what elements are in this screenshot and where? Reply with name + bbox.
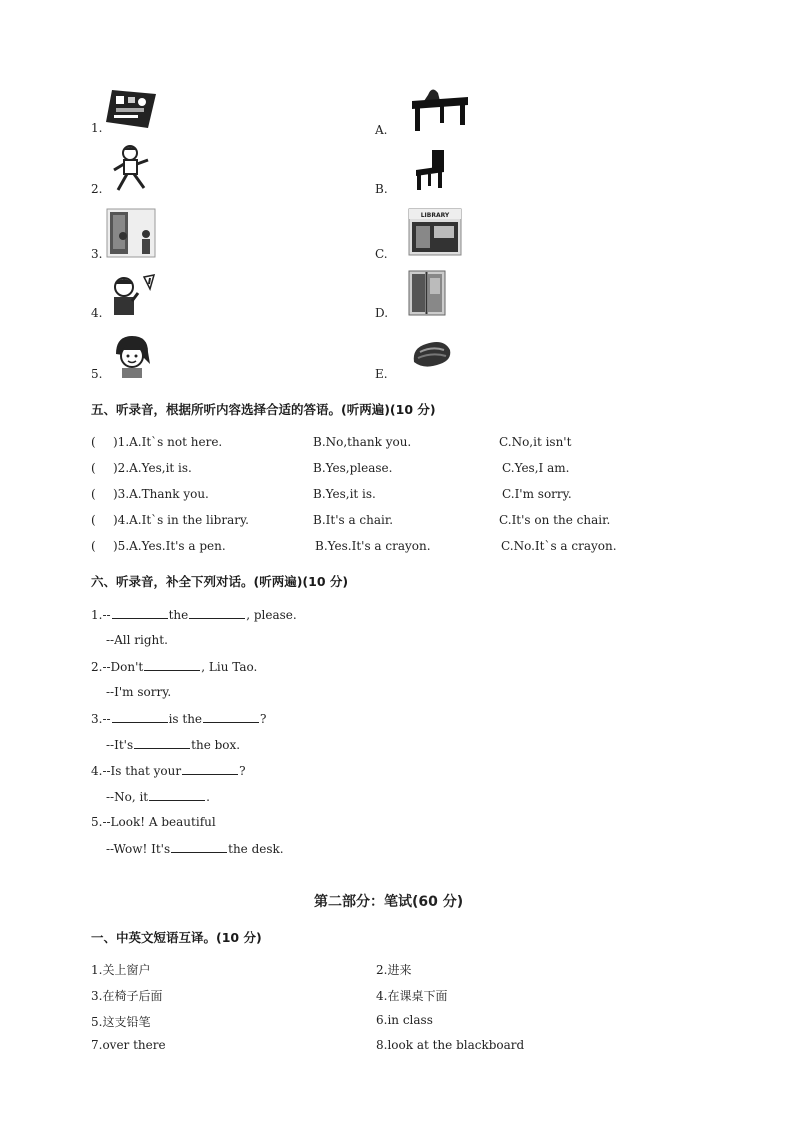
running-boy-icon bbox=[110, 144, 152, 194]
option-b: B.Yes,please. bbox=[313, 461, 393, 475]
item-number-3: 3. bbox=[91, 247, 103, 261]
option-b: B.It's a chair. bbox=[313, 513, 394, 527]
phrase-7: 7.over there bbox=[91, 1038, 166, 1052]
item-number-4: 4. bbox=[91, 306, 103, 320]
book-picture-icon bbox=[104, 88, 158, 130]
dialogue-5-answer: --Wow! It's the desk. bbox=[106, 842, 284, 856]
part-2-title: 第二部分：笔试(60 分) bbox=[314, 894, 464, 910]
option-letter-a: A. bbox=[375, 123, 388, 137]
question-row-4: ( )4.A.It`s in the library. bbox=[91, 513, 249, 527]
item-number-5: 5. bbox=[91, 367, 103, 381]
library-sign-text: LIBRARY bbox=[420, 212, 450, 219]
fill-blank[interactable] bbox=[182, 763, 238, 775]
option-letter-d: D. bbox=[375, 306, 389, 320]
option-a: A.Yes.It's a pen. bbox=[129, 539, 226, 553]
dialogue-4-question: 4.--Is that your ? bbox=[91, 764, 246, 778]
option-c: C.No.It`s a crayon. bbox=[501, 539, 617, 553]
fill-blank[interactable] bbox=[171, 841, 227, 853]
option-letter-e: E. bbox=[375, 367, 388, 381]
question-row-2: ( )2.A.Yes,it is. bbox=[91, 461, 192, 475]
option-a: A.It`s not here. bbox=[129, 435, 223, 449]
option-b: B.Yes.It's a crayon. bbox=[315, 539, 431, 553]
chair-icon bbox=[414, 148, 448, 190]
fill-blank[interactable] bbox=[112, 607, 168, 619]
option-b: B.Yes,it is. bbox=[313, 487, 376, 501]
option-a: A.It`s in the library. bbox=[129, 513, 249, 527]
option-c: C.No,it isn't bbox=[499, 435, 572, 449]
option-c: C.Yes,I am. bbox=[502, 461, 570, 475]
option-b: B.No,thank you. bbox=[313, 435, 412, 449]
question-row-1: ( )1.A.It`s not here. bbox=[91, 435, 223, 449]
phrase-1: 1.关上窗户 bbox=[91, 963, 151, 977]
fill-blank[interactable] bbox=[189, 607, 245, 619]
phrase-4: 4.在课桌下面 bbox=[376, 989, 448, 1003]
dialogue-1-question: 1.-- the , please. bbox=[91, 608, 297, 622]
phrase-8: 8.look at the blackboard bbox=[376, 1038, 525, 1052]
phrase-2: 2.进来 bbox=[376, 963, 412, 977]
option-letter-c: C. bbox=[375, 247, 388, 261]
girl-face-icon bbox=[112, 334, 152, 378]
pencil-case-icon bbox=[410, 338, 452, 370]
door-people-icon bbox=[106, 208, 156, 258]
dialogue-4-answer: --No, it . bbox=[106, 790, 210, 804]
option-c: C.I'm sorry. bbox=[502, 487, 572, 501]
answer-paren[interactable]: ( bbox=[91, 461, 96, 475]
fill-blank[interactable] bbox=[144, 659, 200, 671]
dialogue-2-question: 2.--Don't , Liu Tao. bbox=[91, 660, 258, 674]
fill-blank[interactable] bbox=[149, 789, 205, 801]
option-letter-b: B. bbox=[375, 182, 388, 196]
fill-blank[interactable] bbox=[112, 711, 168, 723]
question-row-5: ( )5.A.Yes.It's a pen. bbox=[91, 539, 226, 553]
option-c: C.It's on the chair. bbox=[499, 513, 611, 527]
section-1-title: 一、中英文短语互译。(10 分) bbox=[91, 930, 262, 945]
dialogue-3-question: 3.-- is the ? bbox=[91, 712, 267, 726]
phrase-6: 6.in class bbox=[376, 1013, 433, 1027]
dialogue-2-answer: --I'm sorry. bbox=[106, 685, 172, 699]
answer-paren[interactable]: ( bbox=[91, 539, 96, 553]
dialogue-3-answer: --It's the box. bbox=[106, 738, 241, 752]
answer-paren[interactable]: ( bbox=[91, 435, 96, 449]
phrase-5: 5.这支铅笔 bbox=[91, 1015, 151, 1029]
desk-with-bag-icon bbox=[410, 85, 470, 133]
library-building-icon bbox=[408, 208, 462, 256]
dialogue-5-question: 5.--Look! A beautiful bbox=[91, 815, 216, 829]
fill-blank[interactable] bbox=[134, 737, 190, 749]
section-5-title: 五、听录音，根据所听内容选择合适的答语。(听两遍)(10 分) bbox=[91, 402, 436, 417]
item-number-1: 1. bbox=[91, 121, 103, 135]
answer-paren[interactable]: ( bbox=[91, 513, 96, 527]
window-icon bbox=[408, 270, 446, 316]
answer-paren[interactable]: ( bbox=[91, 487, 96, 501]
question-row-3: ( )3.A.Thank you. bbox=[91, 487, 209, 501]
section-6-title: 六、听录音，补全下列对话。(听两遍)(10 分) bbox=[91, 574, 349, 589]
fill-blank[interactable] bbox=[203, 711, 259, 723]
option-a: A.Yes,it is. bbox=[129, 461, 192, 475]
option-a: A.Thank you. bbox=[129, 487, 209, 501]
dialogue-1-answer: --All right. bbox=[106, 633, 168, 647]
boy-exclaim-icon bbox=[108, 273, 158, 317]
phrase-3: 3.在椅子后面 bbox=[91, 989, 163, 1003]
item-number-2: 2. bbox=[91, 182, 103, 196]
